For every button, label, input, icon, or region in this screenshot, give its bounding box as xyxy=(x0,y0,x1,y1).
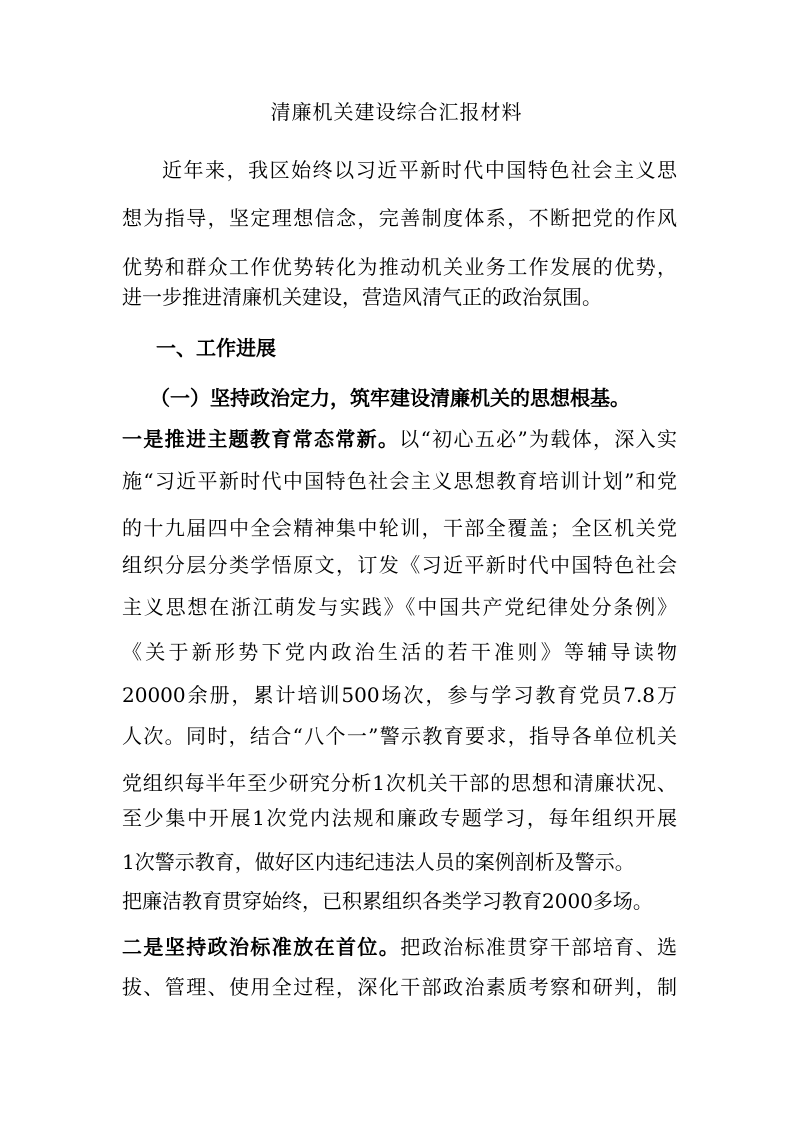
point2-lead: 二是坚持政治标准放在首位。 xyxy=(122,935,401,959)
point2-line-1 xyxy=(122,932,677,962)
point1-line-1 xyxy=(122,424,677,454)
point1-lead: 一是推进主题教育常态常新。 xyxy=(122,427,400,451)
point1-line-12: 把廉洁教育贯穿始终，已积累组织各类学习教育2000多场。 xyxy=(122,889,653,913)
point1-line-6: 《关于新形势下党内政治生活的若干准则》等辅导读物 xyxy=(122,640,677,664)
intro-line-2: 想为指导，坚定理想信念，完善制度体系，不断把党的作风 xyxy=(122,206,677,230)
subsection-heading-political: （一）坚持政治定力，筑牢建设清廉机关的思想根基。 xyxy=(150,386,630,410)
point2-line-2: 拔、管理、使用全过程，深化干部政治素质考察和研判，制 xyxy=(122,975,677,999)
point1-line-11: 1次警示教育，做好区内违纪违法人员的案例剖析及警示。 xyxy=(122,850,635,874)
point2-lead-rest: 把政治标准贯穿干部培育、选 xyxy=(400,935,678,959)
point1-line-10: 至少集中开展1次党内法规和廉政专题学习，每年组织开展 xyxy=(122,806,677,830)
point1-line-3: 的十九届四中全会精神集中轮训，干部全覆盖；全区机关党 xyxy=(122,516,677,540)
point1-line-5: 主义思想在浙江萌发与实践》《中国共产党纪律处分条例》 xyxy=(122,595,677,619)
intro-line-3: 优势和群众工作优势转化为推动机关业务工作发展的优势， xyxy=(122,255,677,279)
intro-line-1: 近年来，我区始终以习近平新时代中国特色社会主义思 xyxy=(162,158,677,182)
point1-line-8: 人次。同时，结合“八个一”警示教育要求，指导各单位机关 xyxy=(122,724,677,748)
point1-line-2: 施“习近平新时代中国特色社会主义思想教育培训计划”和党 xyxy=(122,469,677,493)
point1-line-4: 组织分层分类学悟原文，订发《习近平新时代中国特色社会 xyxy=(122,553,677,577)
intro-line-4: 进一步推进清廉机关建设，营造风清气正的政治氛围。 xyxy=(122,285,602,309)
point1-line-9: 党组织每半年至少研究分析1次机关干部的思想和清廉状况、 xyxy=(122,771,677,795)
point1-lead-rest: 以“初心五必”为载体，深入实 xyxy=(399,427,678,451)
document-title: 清廉机关建设综合汇报材料 xyxy=(270,100,523,124)
section-heading-work-progress: 一、工作进展 xyxy=(156,336,276,360)
point1-line-7: 20000余册，累计培训500场次，参与学习教育党员7.8万 xyxy=(122,683,677,707)
